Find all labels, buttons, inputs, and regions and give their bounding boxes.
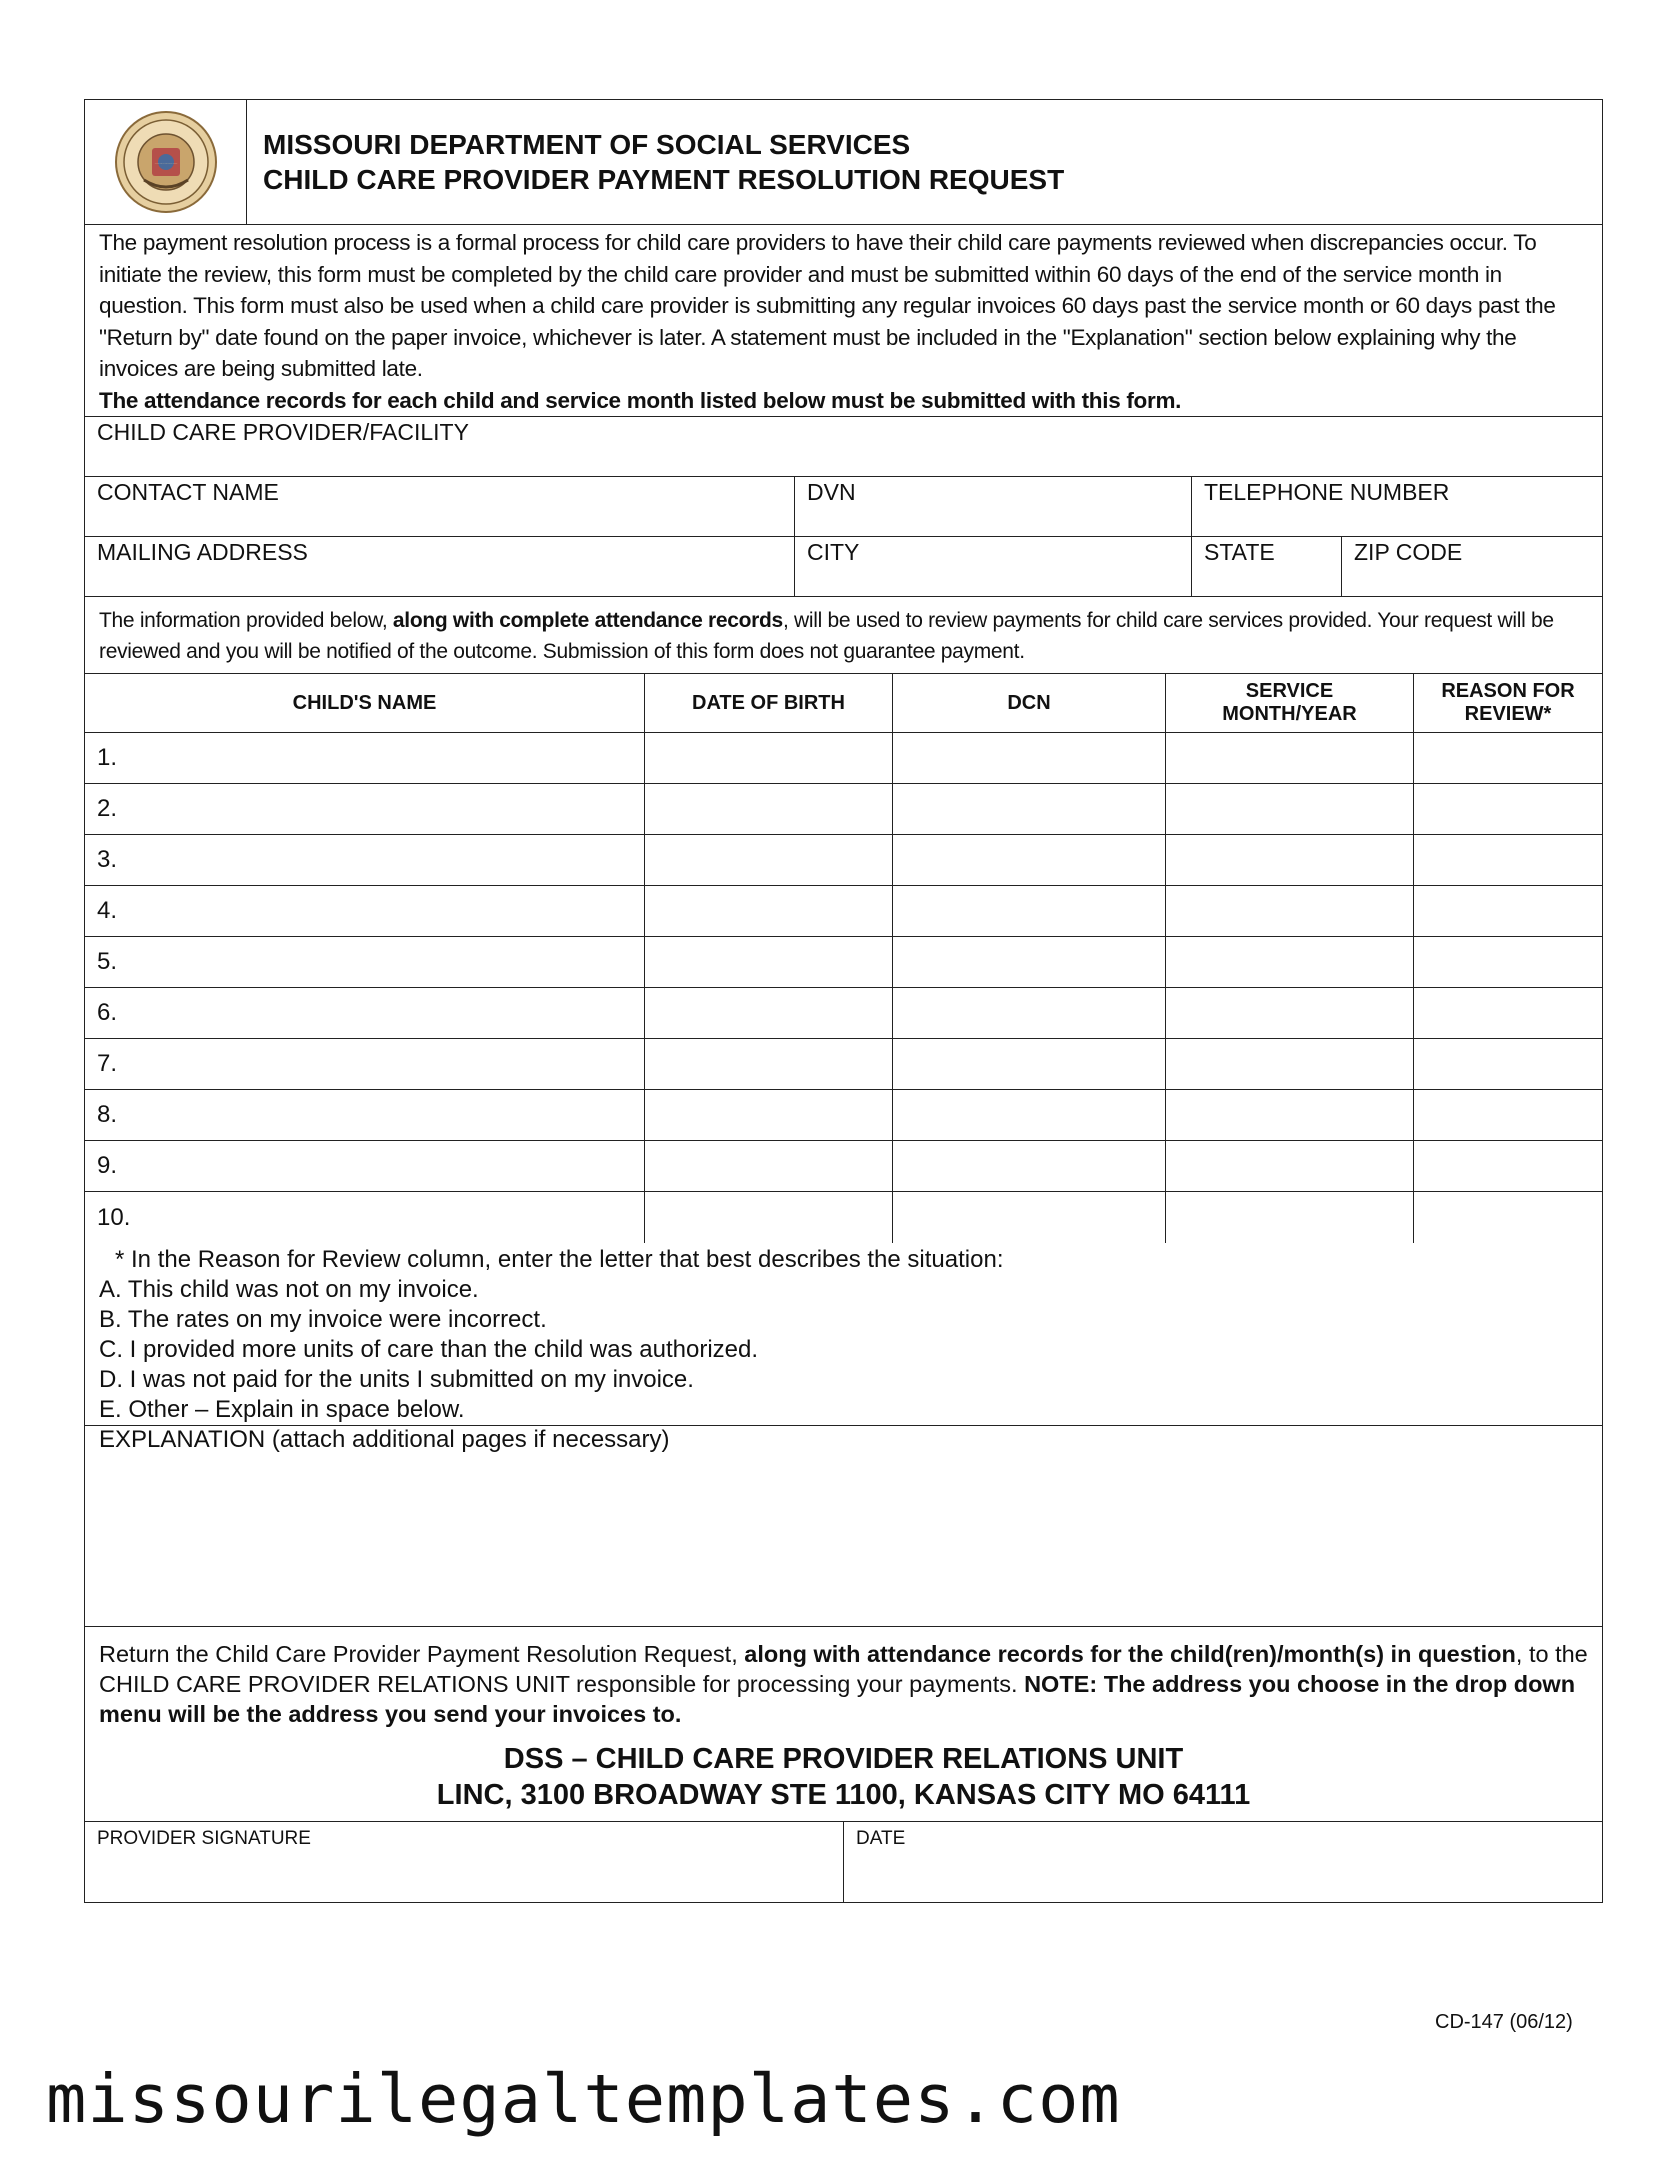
dvn-label: DVN <box>807 479 856 505</box>
state-seal <box>85 100 247 224</box>
child-name-cell[interactable] <box>85 784 645 834</box>
reason-cell[interactable] <box>1414 1192 1602 1243</box>
date-of-birth-cell[interactable] <box>645 835 893 885</box>
row-number: 2. <box>97 795 118 822</box>
table-row <box>85 937 1602 988</box>
payment-resolution-form <box>84 99 1603 1903</box>
child-name-cell[interactable] <box>85 1039 645 1089</box>
child-name-cell[interactable] <box>85 1090 645 1140</box>
date-label: DATE <box>856 1828 906 1849</box>
child-name-cell[interactable] <box>85 1141 645 1191</box>
col-header-service-month: SERVICE MONTH/YEAR <box>1166 674 1414 732</box>
table-row <box>85 1039 1602 1090</box>
reason-d: D. I was not paid for the units I submitted on my invoice. <box>99 1366 694 1393</box>
contact-name-field[interactable] <box>85 477 795 536</box>
service-month-cell[interactable] <box>1166 733 1414 783</box>
row-number: 3. <box>97 846 118 873</box>
child-name-cell[interactable] <box>85 1192 645 1243</box>
dcn-cell[interactable] <box>893 1141 1166 1191</box>
dcn-cell[interactable] <box>893 886 1166 936</box>
service-month-cell[interactable] <box>1166 1039 1414 1089</box>
reason-b: B. The rates on my invoice were incorrect. <box>99 1306 547 1333</box>
table-row <box>85 1192 1602 1243</box>
dcn-cell[interactable] <box>893 988 1166 1038</box>
reason-cell[interactable] <box>1414 1039 1602 1089</box>
provider-facility-field[interactable] <box>85 417 1602 476</box>
provider-facility-row <box>85 417 1602 477</box>
row-number: 5. <box>97 948 118 975</box>
dcn-cell[interactable] <box>893 835 1166 885</box>
reason-cell[interactable] <box>1414 835 1602 885</box>
child-name-cell[interactable] <box>85 937 645 987</box>
contact-name-label: CONTACT NAME <box>97 479 279 505</box>
reason-cell[interactable] <box>1414 784 1602 834</box>
reason-cell[interactable] <box>1414 733 1602 783</box>
date-of-birth-cell[interactable] <box>645 988 893 1038</box>
dcn-cell[interactable] <box>893 937 1166 987</box>
row-number: 9. <box>97 1152 118 1179</box>
row-number: 4. <box>97 897 118 924</box>
table-row <box>85 733 1602 784</box>
address-line1: DSS – CHILD CARE PROVIDER RELATIONS UNIT <box>503 1743 1184 1775</box>
children-table-body <box>85 733 1602 1243</box>
reason-cell[interactable] <box>1414 937 1602 987</box>
child-name-cell[interactable] <box>85 886 645 936</box>
telephone-field[interactable] <box>1192 477 1602 536</box>
child-name-cell[interactable] <box>85 835 645 885</box>
dcn-cell[interactable] <box>893 1039 1166 1089</box>
table-header-row <box>85 674 1602 733</box>
date-of-birth-cell[interactable] <box>645 1141 893 1191</box>
contact-row <box>85 477 1602 537</box>
date-of-birth-cell[interactable] <box>645 1039 893 1089</box>
intro-text-block <box>85 225 1602 416</box>
explanation-label: EXPLANATION (attach additional pages if necessary) <box>99 1426 670 1453</box>
mailing-address-field[interactable] <box>85 537 795 596</box>
return-instructions <box>85 1627 1602 1821</box>
telephone-label: TELEPHONE NUMBER <box>1204 479 1450 505</box>
col-header-dcn: DCN <box>893 674 1166 732</box>
info-section <box>85 597 1602 674</box>
date-field[interactable] <box>844 1822 1602 1902</box>
reason-cell[interactable] <box>1414 1090 1602 1140</box>
reason-cell[interactable] <box>1414 988 1602 1038</box>
date-of-birth-cell[interactable] <box>645 886 893 936</box>
reason-c: C. I provided more units of care than the child was authorized. <box>99 1336 759 1363</box>
dcn-cell[interactable] <box>893 733 1166 783</box>
table-row <box>85 1090 1602 1141</box>
reason-cell[interactable] <box>1414 1141 1602 1191</box>
col-header-reason: REASON FOR REVIEW* <box>1441 680 1575 725</box>
provider-signature-label: PROVIDER SIGNATURE <box>97 1828 311 1849</box>
reasons-block <box>85 1243 1602 1425</box>
form-header <box>85 100 1602 225</box>
mailing-address-label: MAILING ADDRESS <box>97 539 308 565</box>
dcn-cell[interactable] <box>893 1090 1166 1140</box>
col-header-child-name: CHILD'S NAME <box>85 674 645 732</box>
reason-a: A. This child was not on my invoice. <box>99 1276 479 1303</box>
reason-e: E. Other – Explain in space below. <box>99 1396 465 1423</box>
reason-cell[interactable] <box>1414 886 1602 936</box>
child-name-cell[interactable] <box>85 988 645 1038</box>
address-row <box>85 537 1602 597</box>
explanation-section <box>85 1426 1602 1627</box>
provider-facility-label: CHILD CARE PROVIDER/FACILITY <box>97 419 469 445</box>
date-of-birth-cell[interactable] <box>645 733 893 783</box>
return-part1: Return the Child Care Provider Payment Resolution Request, <box>99 1641 745 1667</box>
table-row <box>85 835 1602 886</box>
form-name-title: CHILD CARE PROVIDER PAYMENT RESOLUTION REQUEST <box>263 164 1065 195</box>
row-number: 1. <box>97 744 118 771</box>
state-seal-icon <box>114 110 218 214</box>
date-of-birth-cell[interactable] <box>645 937 893 987</box>
info-part1: The information provided below, <box>99 609 393 632</box>
info-part2: , will be used to review payments for child care services provided. Your request will be reviewed and you will be notified of the outcome. Submission of this form does not guarantee payment. <box>99 609 1554 663</box>
dcn-cell[interactable] <box>893 1192 1166 1243</box>
date-of-birth-cell[interactable] <box>645 1090 893 1140</box>
zip-field[interactable] <box>1342 537 1602 596</box>
reasons-intro: * In the Reason for Review column, enter the letter that best describes the situation: <box>115 1246 1004 1273</box>
reasons-section <box>85 1243 1602 1426</box>
seal-legend: THE GREAT SEAL OF THE STATE OF MISSOURI <box>154 164 177 165</box>
dvn-field[interactable] <box>795 477 1192 536</box>
col-header-date-of-birth: DATE OF BIRTH <box>645 674 893 732</box>
row-number: 10. <box>97 1203 131 1231</box>
service-month-cell[interactable] <box>1166 1090 1414 1140</box>
dcn-cell[interactable] <box>893 784 1166 834</box>
date-of-birth-cell[interactable] <box>645 1192 893 1243</box>
service-month-cell[interactable] <box>1166 784 1414 834</box>
row-number: 6. <box>97 999 118 1026</box>
info-text-block <box>85 597 1602 673</box>
service-month-cell[interactable] <box>1166 1141 1414 1191</box>
table-row <box>85 886 1602 937</box>
department-title: MISSOURI DEPARTMENT OF SOCIAL SERVICES <box>263 129 911 160</box>
signature-row <box>85 1822 1602 1902</box>
info-bold: along with complete attendance records <box>392 609 783 632</box>
table-row <box>85 784 1602 835</box>
row-number: 8. <box>97 1101 118 1128</box>
intro-bold-notice: The attendance records for each child and service month listed below must be submitted with this form. <box>99 387 1182 413</box>
provider-signature-field[interactable] <box>85 1822 844 1902</box>
service-month-cell[interactable] <box>1166 886 1414 936</box>
state-field[interactable] <box>1192 537 1342 596</box>
city-label: CITY <box>807 539 860 565</box>
service-month-cell[interactable] <box>1166 835 1414 885</box>
service-month-cell[interactable] <box>1166 937 1414 987</box>
table-row <box>85 1141 1602 1192</box>
intro-paragraph: The payment resolution process is a formal process for child care providers to have their child care payments reviewed when discrepancies occur. To initiate the review, this form must be completed by the child care provider and must be submitted within 60 days of the end of the service month in question. This form must also be used when a child care provider is submitting any regular invoices 60 days past the service month or 60 days past the "Return by" date found on the paper invoice, whichever is later. A statement must be included in the "Explanation" section below explaining why the invoices are being submitted late. <box>99 230 1556 381</box>
intro-section <box>85 225 1602 417</box>
return-address[interactable] <box>99 1741 1588 1813</box>
child-name-cell[interactable] <box>85 733 645 783</box>
address-line2: LINC, 3100 BROADWAY STE 1100, KANSAS CITY MO 64111 <box>436 1779 1251 1811</box>
state-label: STATE <box>1204 539 1275 565</box>
return-bold2: NOTE: The address you choose in the drop down menu will be the address you send your invoices to. <box>99 1671 1576 1727</box>
form-title <box>247 100 1602 224</box>
return-section <box>85 1627 1602 1822</box>
return-part2: , to the CHILD CARE PROVIDER RELATIONS UNIT responsible for processing your payments. <box>99 1641 1588 1697</box>
city-field[interactable] <box>795 537 1192 596</box>
zip-label: ZIP CODE <box>1354 539 1463 565</box>
return-bold1: along with attendance records for the child(ren)/month(s) in question <box>744 1641 1516 1667</box>
date-of-birth-cell[interactable] <box>645 784 893 834</box>
watermark-text: missourilegaltemplates.com <box>46 2060 1121 2138</box>
table-row <box>85 988 1602 1039</box>
service-month-cell[interactable] <box>1166 988 1414 1038</box>
service-month-cell[interactable] <box>1166 1192 1414 1243</box>
explanation-field[interactable] <box>85 1426 1602 1626</box>
form-number: CD-147 (06/12) <box>1435 2011 1573 2033</box>
row-number: 7. <box>97 1050 118 1077</box>
